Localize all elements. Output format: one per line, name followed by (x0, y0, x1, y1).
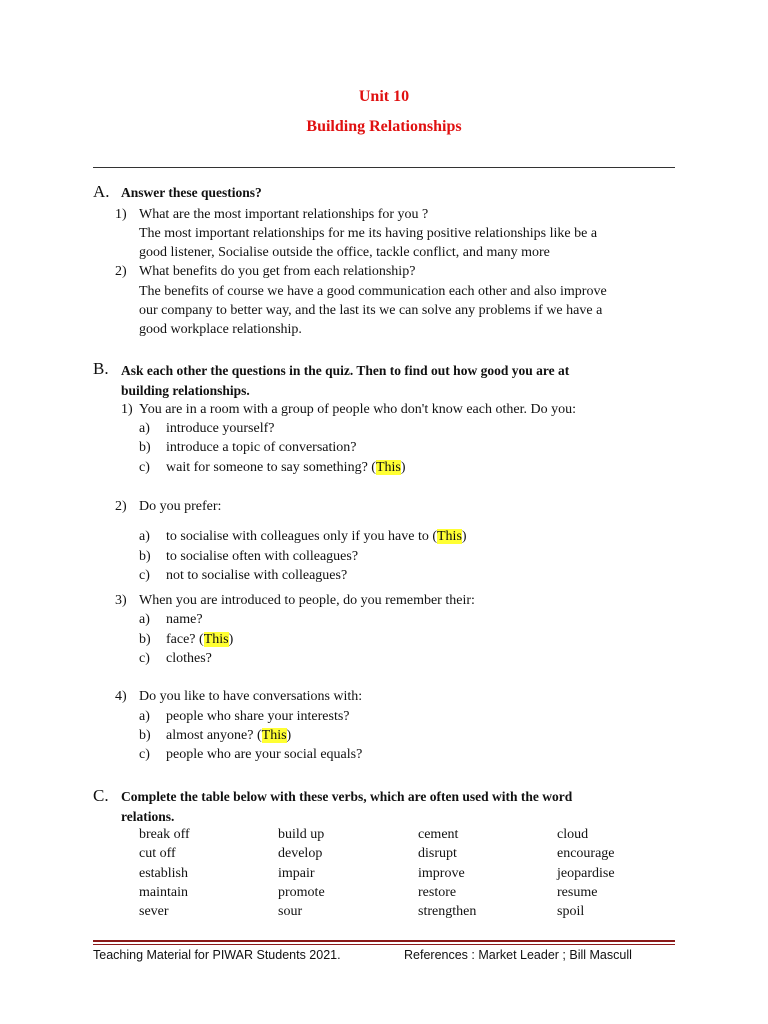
section-b-heading-line1: Ask each other the questions in the quiz. Then to find out how good you are at (121, 363, 570, 378)
section-a-heading: Answer these questions? (121, 185, 262, 200)
verb-cell: resume (557, 885, 598, 900)
option-text: to socialise with colleagues only if you have to (This) (166, 529, 467, 544)
page-title: Building Relationships (306, 118, 462, 135)
verb-cell: promote (278, 885, 325, 900)
section-c-heading-line1: Complete the table below with these verbs, which are often used with the word (121, 789, 573, 804)
verb-cell: cut off (139, 846, 176, 861)
verb-cell: cloud (557, 827, 589, 842)
verb-cell: strengthen (418, 904, 477, 919)
option-letter: c) (139, 651, 150, 666)
verb-cell: develop (278, 846, 323, 861)
answer-line: our company to better way, and the last its we can solve any problems if we have a (139, 303, 603, 318)
question-number: 1) (115, 207, 127, 222)
option-text: to socialise often with colleagues? (166, 549, 359, 564)
answer-line: The most important relationships for me its having positive relationships like be a (139, 226, 598, 241)
question-text: What benefits do you get from each relationship? (139, 264, 416, 279)
question-number: 1) (121, 402, 133, 417)
answer-line: The benefits of course we have a good communication each other and also improve (139, 284, 607, 299)
verb-cell: spoil (557, 904, 585, 919)
question-number: 2) (115, 264, 127, 279)
answer-highlight: This (261, 728, 287, 743)
option-letter: c) (139, 747, 150, 762)
option-text: face? (This) (166, 632, 234, 647)
option-letter: a) (139, 529, 150, 544)
verb-cell: sever (139, 904, 169, 919)
option-text: name? (166, 612, 203, 627)
option-text: introduce yourself? (166, 421, 275, 436)
option-letter: b) (139, 632, 151, 647)
question-text: You are in a room with a group of people who don't know each other. Do you: (139, 402, 576, 417)
section-b-heading-line2: building relationships. (121, 383, 250, 398)
option-letter: a) (139, 709, 150, 724)
option-letter: a) (139, 421, 150, 436)
footer-right-text: References : Market Leader ; Bill Mascull (404, 948, 632, 962)
verb-cell: break off (139, 827, 190, 842)
option-letter: a) (139, 612, 150, 627)
option-letter: b) (139, 440, 151, 455)
verb-cell: impair (278, 866, 315, 881)
option-text: almost anyone? (This) (166, 728, 292, 743)
question-text: Do you like to have conversations with: (139, 689, 363, 704)
footer-left-text: Teaching Material for PIWAR Students 2021. (93, 948, 341, 962)
verb-cell: cement (418, 827, 459, 842)
verb-cell: improve (418, 866, 465, 881)
footer-rule (93, 944, 675, 945)
question-number: 2) (115, 499, 127, 514)
unit-title: Unit 10 (358, 88, 410, 105)
section-c-letter: C. (93, 786, 109, 805)
answer-line: good workplace relationship. (139, 322, 302, 337)
question-text: Do you prefer: (139, 499, 222, 514)
option-letter: b) (139, 549, 151, 564)
option-text: wait for someone to say something? (This) (166, 460, 406, 475)
answer-highlight: This (375, 460, 401, 475)
section-c-heading-line2: relations. (121, 809, 175, 824)
option-text: people who share your interests? (166, 709, 350, 724)
verb-cell: encourage (557, 846, 615, 861)
question-number: 4) (115, 689, 127, 704)
option-letter: b) (139, 728, 151, 743)
question-text: When you are introduced to people, do you remember their: (139, 593, 475, 608)
answer-highlight: This (437, 529, 462, 544)
option-letter: c) (139, 460, 150, 475)
option-text: clothes? (166, 651, 212, 666)
verb-cell: sour (278, 904, 303, 919)
answer-highlight: This (203, 632, 229, 647)
verb-cell: establish (139, 866, 188, 881)
verb-cell: build up (278, 827, 325, 842)
option-text: people who are your social equals? (166, 747, 363, 762)
option-text: introduce a topic of conversation? (166, 440, 357, 455)
question-number: 3) (115, 593, 127, 608)
option-text: not to socialise with colleagues? (166, 568, 348, 583)
header-divider (93, 167, 675, 168)
verb-cell: maintain (139, 885, 188, 900)
section-a-letter: A. (93, 182, 110, 201)
footer-rule (93, 940, 675, 942)
verb-cell: disrupt (418, 846, 457, 861)
answer-line: good listener, Socialise outside the office, tackle conflict, and many more (139, 245, 550, 260)
verb-cell: restore (418, 885, 457, 900)
question-text: What are the most important relationships for you ? (139, 207, 429, 222)
verb-cell: jeopardise (557, 866, 615, 881)
option-letter: c) (139, 568, 150, 583)
section-b-letter: B. (93, 359, 109, 378)
